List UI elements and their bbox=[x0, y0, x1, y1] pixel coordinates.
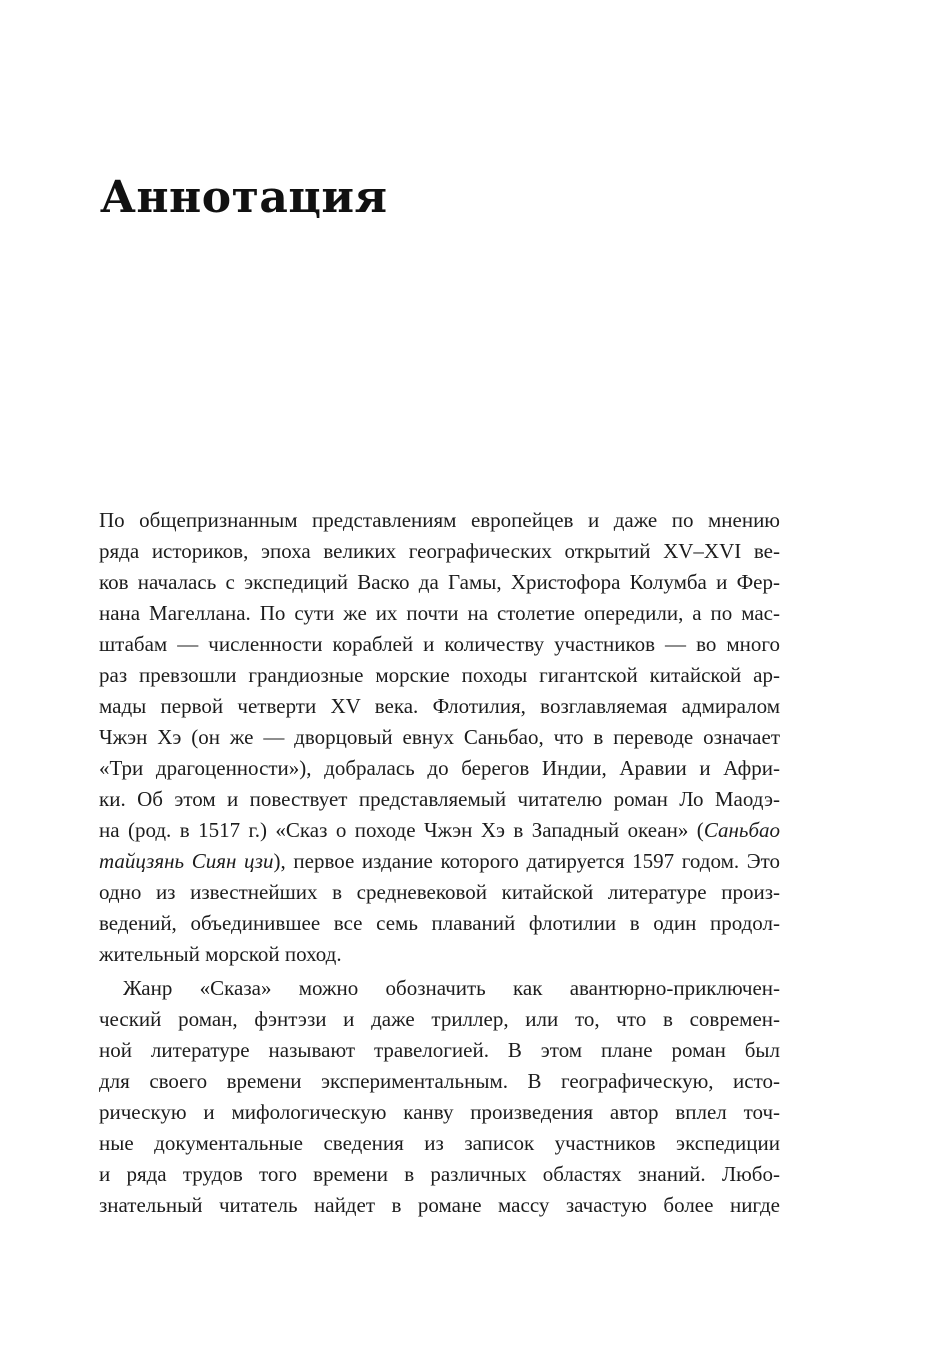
text-line: и ряда трудов того времени в различных областях знаний. Любо- bbox=[99, 1162, 780, 1186]
italic-title: Саньбао bbox=[703, 818, 780, 842]
text-line: жительный морской поход. bbox=[99, 942, 342, 966]
text-segment: ), первое издание которого датируется 1597 годом. Это bbox=[273, 849, 780, 873]
text-segment: на (род. в 1517 г.) «Сказ о походе Чжэн Хэ в Западный океан» ( bbox=[99, 818, 704, 842]
text-line: ческий роман, фэнтэзи и даже триллер, или то, что в современ- bbox=[99, 1007, 780, 1031]
text-line: для своего времени экспериментальным. В географическую, исто- bbox=[99, 1069, 780, 1093]
text-line: «Три драгоценности»), добралась до берегов Индии, Аравии и Афри- bbox=[99, 756, 780, 780]
text-line: нана Магеллана. По сути же их почти на столетие опередили, а по мас- bbox=[99, 601, 780, 625]
text-line: ков началась с экспедиций Васко да Гамы, Христофора Колумба и Фер- bbox=[99, 570, 780, 594]
text-line: Жанр «Сказа» можно обозначить как авантюрно-приключен- bbox=[123, 976, 780, 1000]
text-line: рическую и мифологическую канву произведения автор вплел точ- bbox=[99, 1100, 780, 1124]
page-title: Аннотация bbox=[100, 172, 388, 223]
text-line bbox=[99, 846, 780, 877]
annotation-text bbox=[99, 505, 789, 1221]
italic-title: тайцзянь Сиян цзи bbox=[99, 849, 274, 873]
text-line: ной литературе называют травелогией. В этом плане роман был bbox=[99, 1038, 780, 1062]
text-line: Чжэн Хэ (он же — дворцовый евнух Саньбао, что в переводе означает bbox=[99, 725, 780, 749]
text-line: мады первой четверти XV века. Флотилия, возглавляемая адмиралом bbox=[99, 694, 780, 718]
text-line: ные документальные сведения из записок участников экспедиции bbox=[99, 1131, 780, 1155]
paragraph-2 bbox=[99, 973, 789, 1221]
text-line: ки. Об этом и повествует представляемый читателю роман Ло Маодэ- bbox=[99, 787, 780, 811]
text-line: одно из известнейших в средневековой китайской литературе произ- bbox=[99, 880, 780, 904]
text-line bbox=[99, 815, 780, 846]
text-line: знательный читатель найдет в романе массу зачастую более нигде bbox=[99, 1193, 780, 1217]
text-line: ряда историков, эпоха великих географических открытий XV–XVI ве- bbox=[99, 539, 780, 563]
text-line: По общепризнанным представлениям европейцев и даже по мнению bbox=[99, 508, 780, 532]
paragraph-1 bbox=[99, 505, 789, 970]
text-line: раз превзошли грандиозные морские походы гигантской китайской ар- bbox=[99, 663, 780, 687]
text-line: штабам — численности кораблей и количеству участников — во много bbox=[99, 632, 780, 656]
text-line: ведений, объединившее все семь плаваний флотилии в один продол- bbox=[99, 911, 780, 935]
